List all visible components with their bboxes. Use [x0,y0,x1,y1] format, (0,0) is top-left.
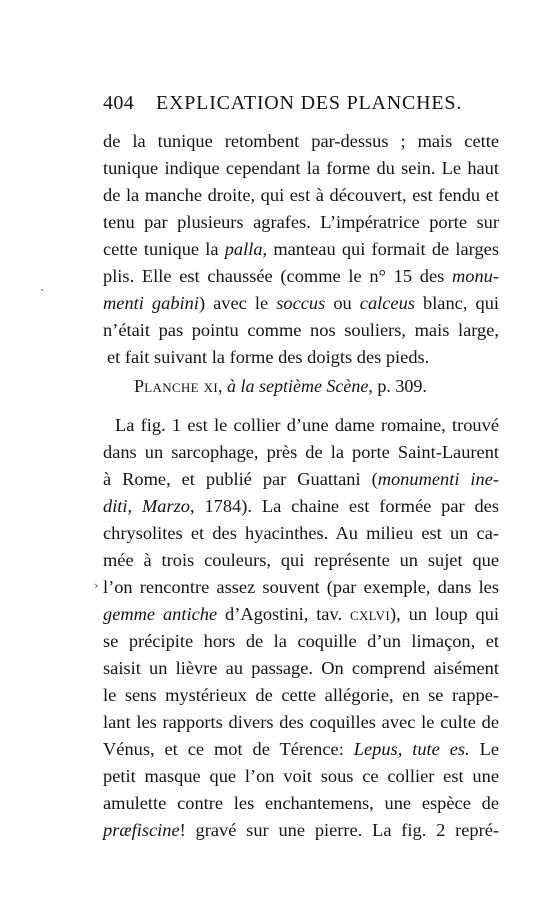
text-line: tenu par plusieurs agrafes. L’impératrice porte sur [103,212,499,232]
text-line: et fait suivant la forme des doigts des pieds. [107,347,430,367]
margin-mark: › [94,577,99,592]
text-line: menti gabini) avec le soccus ou calceus blanc, qui [103,293,499,313]
text-line: dans un sarcophage, près de la porte Saint-Laurent [103,442,499,462]
text-line: plis. Elle est chaussée (comme le n° 15 des monu- [103,266,499,286]
text-line: mée à trois couleurs, qui représente un sujet que [103,550,499,570]
text-line: à Rome, et publié par Guattani (monumenti ine- [103,469,499,489]
text-line: gemme antiche d’Agostini, tav. cxlvi), un loup qui [103,604,500,624]
text-line: Vénus, et ce mot de Térence: Lepus, tute es. Le [103,739,499,759]
text-line: tunique indique cependant la forme du sein. Le haut [103,158,499,178]
text-line: de la manche droite, qui est à découvert, est fendu et [103,185,499,205]
text-line: l’on rencontre assez souvent (par exemple, dans les [103,577,499,597]
text-line: La fig. 1 est le collier d’une dame romaine, trouvé [115,415,499,435]
text-line: præfiscine! gravé sur une pierre. La fig. 2 repré- [103,820,499,840]
margin-mark: ˋ [40,286,45,301]
text-line: amulette contre les enchantemens, une espèce de [103,793,499,813]
text-line: petit masque que l’on voit sous ce collier est une [103,766,499,786]
text-line: le sens mystérieux de cette allégorie, en se rappe- [103,685,499,705]
page-number: 404 [103,92,135,114]
text-line: diti, Marzo, 1784). La chaine est formée par des [103,496,500,516]
text-line: lant les rapports divers des coquilles avec le culte de [103,712,499,732]
text-line: chrysolites et des hyacinthes. Au milieu est un ca- [103,523,499,543]
text-line: se précipite hors de la coquille d’un limaçon, et [103,631,499,651]
text-line: saisit un lièvre au passage. On comprend aisément [103,658,499,678]
text-line: n’était pas pointu comme nos souliers, mais large, [103,320,499,340]
plate-heading: Planche xi, à la septième Scène, p. 309. [134,376,427,396]
text-line: cette tunique la palla, manteau qui formait de larges [103,239,499,259]
running-title: EXPLICATION DES PLANCHES. [156,92,463,114]
page-header [103,92,498,126]
text-line: de la tunique retombent par-dessus ; mais cette [103,131,499,151]
